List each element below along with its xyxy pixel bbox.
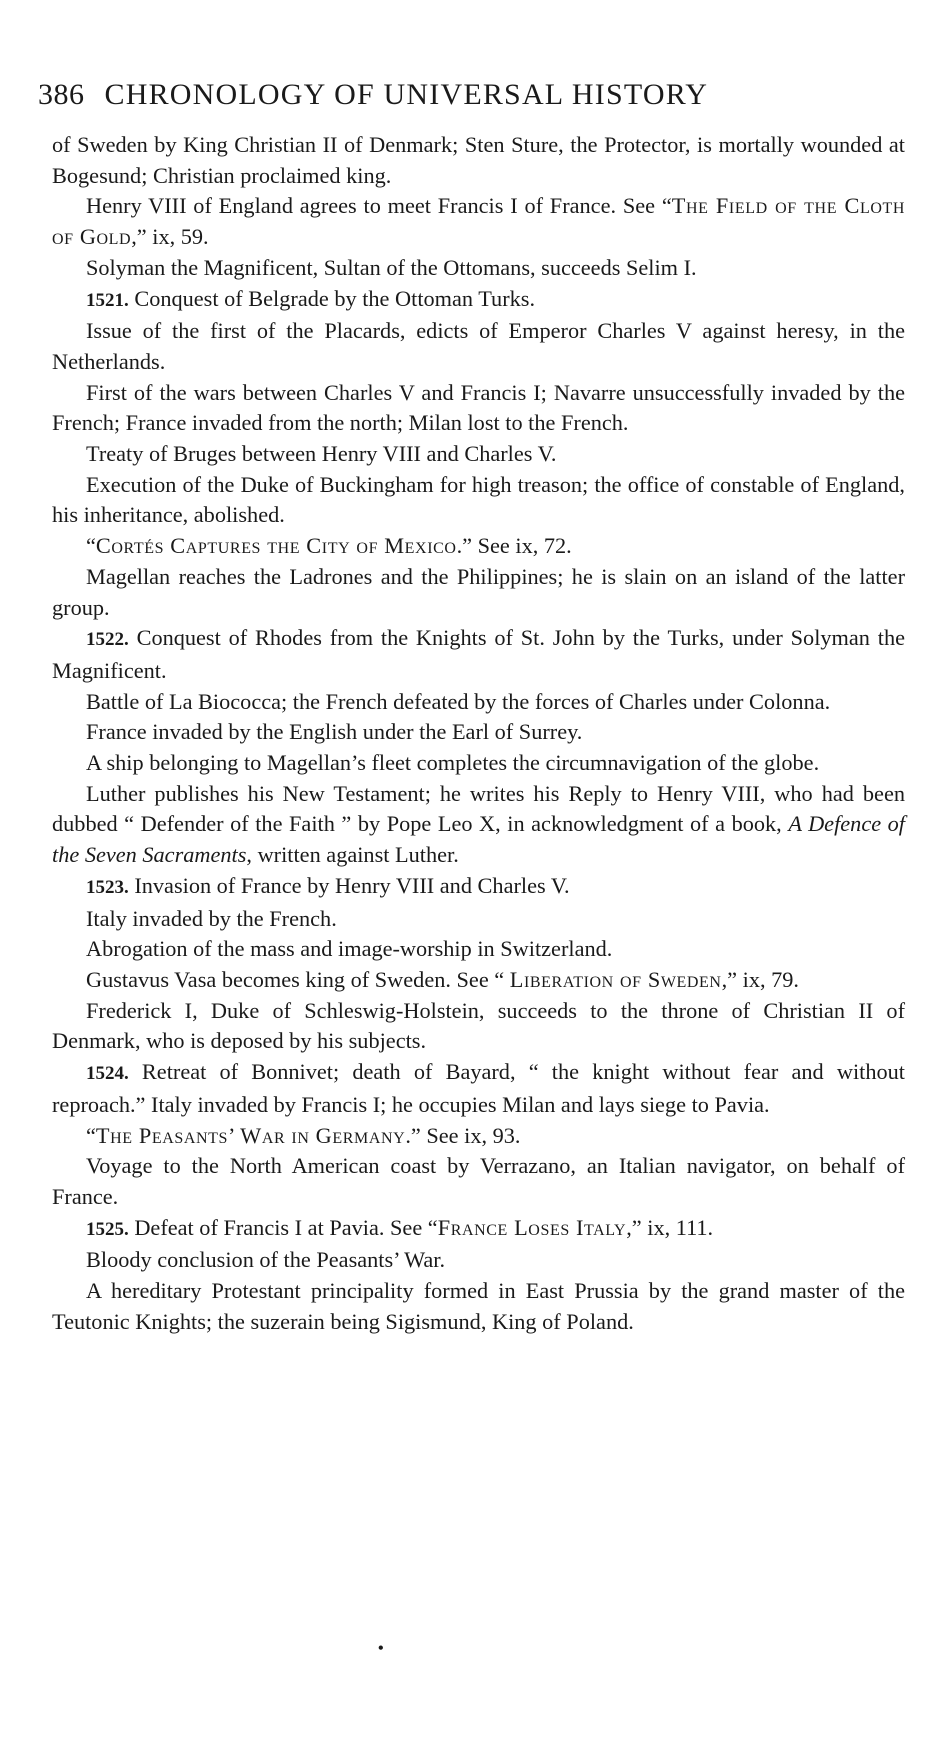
chronology-entry <box>52 316 905 377</box>
chronology-entry <box>52 439 905 470</box>
chronology-entry <box>52 378 905 439</box>
entry-year: 1524. <box>86 1063 129 1085</box>
chronology-text <box>52 130 905 1337</box>
entry-text: Battle of La Biococca; the French defeated by the forces of Charles under Colonna. <box>86 688 831 714</box>
entry-text: Solyman the Magnificent, Sultan of the Ottomans, succeeds Selim I. <box>86 254 697 280</box>
entry-text: Execution of the Duke of Buckingham for high treason; the office of constable of England, his inheritance, abolished. <box>52 471 905 528</box>
entry-text: ,” ix, 79. <box>721 966 800 992</box>
entry-text: Treaty of Bruges between Henry VIII and Charles V. <box>86 441 557 467</box>
entry-text: Conquest of Rhodes from the Knights of St. John by the Turks, under Solyman the Magnificent. <box>52 625 905 683</box>
entry-text: Henry VIII of England agrees to meet Francis I of France. See “ <box>86 193 672 219</box>
book-page <box>38 78 906 1337</box>
chronology-entry <box>52 965 905 996</box>
entry-text: Magellan reaches the Ladrones and the Philippines; he is slain on an island of the latter group. <box>52 563 905 620</box>
entry-text: Voyage to the North American coast by Verrazano, an Italian navigator, on behalf of France. <box>52 1153 905 1209</box>
cross-reference-title: Cortés Captures the City of Mexico <box>95 533 457 559</box>
entry-year: 1521. <box>86 289 129 311</box>
printer-signature-mark: • <box>378 1640 384 1657</box>
chronology-entry <box>52 470 905 531</box>
entry-text: .” See ix, 72. <box>456 533 572 559</box>
entry-year: 1525. <box>86 1218 129 1240</box>
chronology-entry <box>52 934 905 965</box>
book-title: A Defence of the Seven Sacraments <box>52 811 905 868</box>
cross-reference-title: The Field of the Cloth of Gold <box>52 193 906 250</box>
chronology-entry <box>52 717 905 748</box>
chronology-entry <box>52 191 905 252</box>
chronology-entry <box>52 687 905 718</box>
running-title: CHRONOLOGY OF UNIVERSAL HISTORY <box>104 78 709 111</box>
cross-reference-title: The Peasants’ War in Germany <box>95 1122 406 1148</box>
entry-text: Luther publishes his New Testament; he writes his Reply to Henry VIII, who had been dubbed “ Defender of the Faith ” by Pope Leo X, in acknowledgment of a book, <box>52 780 905 837</box>
cross-reference-title: Liberation of Sweden <box>509 966 722 992</box>
entry-text: Invasion of France by Henry VIII and Charles V. <box>128 872 570 898</box>
entry-text: ,” ix, 59. <box>131 224 209 250</box>
entry-text: Gustavus Vasa becomes king of Sweden. See “ <box>86 966 510 992</box>
page-header <box>38 78 905 112</box>
chronology-entry <box>52 904 905 935</box>
entry-text: “ <box>86 533 96 559</box>
entry-text: of Sweden by King Christian II of Denmark; Sten Sture, the Protector, is mortally wounded at Bogesund; Christian proclaimed king. <box>52 132 905 188</box>
entry-text: .” See ix, 93. <box>405 1122 521 1148</box>
entry-text: ,” ix, 111. <box>626 1214 714 1240</box>
chronology-entry <box>52 1245 905 1276</box>
entry-text: A hereditary Protestant principality formed in East Prussia by the grand master of the Teutonic Knights; the suzerain being Sigismund, King of Poland. <box>52 1278 905 1334</box>
entry-text: First of the wars between Charles V and Francis I; Navarre unsuccessfully invaded by the French; France invaded from the north; Milan lost to the French. <box>52 379 905 436</box>
chronology-entry <box>52 871 905 904</box>
chronology-entry <box>52 253 905 284</box>
chronology-entry <box>52 1121 905 1152</box>
chronology-entry <box>52 996 905 1057</box>
entry-text: Retreat of Bonnivet; death of Bayard, “ the knight without fear and without reproach.” Italy invaded by Francis I; he occupies Milan and lays siege to Pavia. <box>52 1059 905 1117</box>
entry-text: Issue of the first of the Placards, edicts of Emperor Charles V against heresy, in the Netherlands. <box>52 318 905 374</box>
entry-text: , written against Luther. <box>246 842 459 868</box>
chronology-entry <box>52 623 905 686</box>
chronology-entry <box>52 748 905 779</box>
chronology-entry <box>52 284 905 317</box>
chronology-entry <box>52 1057 905 1120</box>
chronology-entry <box>52 1151 905 1212</box>
entry-text: Bloody conclusion of the Peasants’ War. <box>86 1247 446 1273</box>
chronology-entry <box>52 531 905 562</box>
entry-text: Conquest of Belgrade by the Ottoman Turks. <box>128 285 536 311</box>
chronology-entry <box>52 1213 905 1246</box>
entry-text: Defeat of Francis I at Pavia. See “ <box>128 1214 438 1240</box>
entry-text: Italy invaded by the French. <box>86 905 337 931</box>
entry-text: A ship belonging to Magellan’s fleet completes the circumnavigation of the globe. <box>86 750 820 776</box>
chronology-entry <box>52 1276 905 1337</box>
chronology-entry <box>52 779 905 871</box>
entry-year: 1523. <box>86 876 129 898</box>
cross-reference-title: France Loses Italy <box>437 1214 627 1240</box>
entry-text: “ <box>86 1122 96 1148</box>
entry-year: 1522. <box>86 629 129 651</box>
chronology-entry <box>52 130 905 191</box>
chronology-entry <box>52 562 905 623</box>
page-number: 386 <box>38 78 85 111</box>
entry-text: Frederick I, Duke of Schleswig-Holstein, succeeds to the throne of Christian II of Denmark, who is deposed by his subjects. <box>52 997 905 1054</box>
entry-text: Abrogation of the mass and image-worship in Switzerland. <box>86 936 613 962</box>
entry-text: France invaded by the English under the Earl of Surrey. <box>86 719 583 745</box>
